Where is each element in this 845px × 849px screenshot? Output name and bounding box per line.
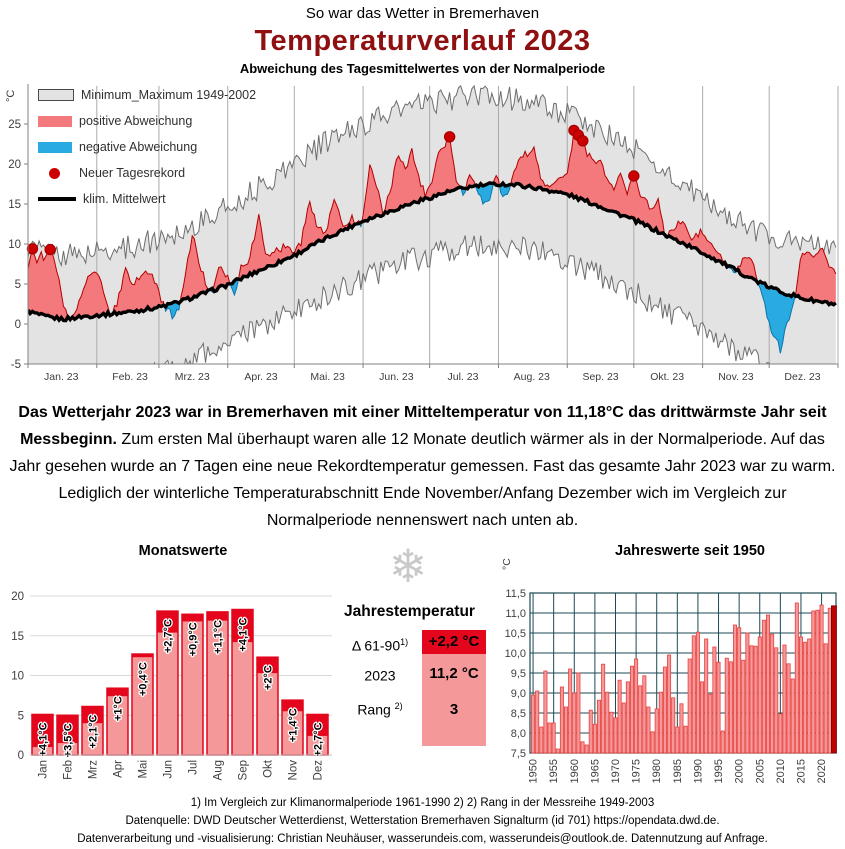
legend-item-minmax xyxy=(38,82,256,108)
year-bar xyxy=(684,727,687,754)
svg-text:20: 20 xyxy=(8,159,21,171)
bars xyxy=(32,610,328,755)
year-tick-label: 1995 xyxy=(713,759,726,784)
year-bar xyxy=(803,643,806,754)
daily-anomaly-chart-wrap xyxy=(0,76,845,394)
year-tick-label: 1950 xyxy=(527,759,540,784)
year-bar xyxy=(692,636,695,753)
svg-text:Jahreswerte seit 1950: Jahreswerte seit 1950 xyxy=(615,543,765,560)
year-bar xyxy=(548,723,551,753)
svg-text:10,5: 10,5 xyxy=(504,628,526,641)
month-tick-label: Feb xyxy=(62,760,75,781)
year-bar xyxy=(828,609,831,754)
annual-pink-cell xyxy=(422,654,486,746)
annual-table xyxy=(338,630,490,746)
svg-text:Jan. 23: Jan. 23 xyxy=(44,371,79,383)
month-tick-label: Mrz xyxy=(87,760,100,780)
year-bar xyxy=(622,703,625,753)
monthly-values-chart xyxy=(0,538,338,790)
month-tick-label: Apr xyxy=(112,760,125,779)
year-bar xyxy=(643,676,646,753)
year-bar xyxy=(651,732,654,753)
year-bar xyxy=(758,637,761,753)
year-bar xyxy=(647,707,650,753)
year-bar xyxy=(779,714,782,753)
deviation-label: +1,1°C xyxy=(212,620,225,655)
year-bar xyxy=(812,611,815,753)
year-bar xyxy=(635,659,638,753)
year-bar xyxy=(663,667,666,753)
deviation-label: +0,4°C xyxy=(137,662,150,697)
y-axis xyxy=(5,84,28,371)
year-bar xyxy=(630,667,633,754)
year-bar xyxy=(560,687,563,753)
year-bar xyxy=(700,682,703,753)
year-bar xyxy=(754,647,757,754)
legend-label: negative Abweichung xyxy=(79,140,198,154)
svg-text:5: 5 xyxy=(17,710,24,723)
year-bar xyxy=(824,644,827,753)
positive-deviation-swatch-icon xyxy=(38,116,72,127)
svg-text:15: 15 xyxy=(8,199,21,211)
annual-label-text: Rang xyxy=(357,702,391,719)
legend xyxy=(38,82,256,212)
svg-text:0: 0 xyxy=(14,319,21,331)
year-tick-label: 1955 xyxy=(548,759,561,784)
year-bar xyxy=(577,673,580,753)
negative-deviation-swatch-icon xyxy=(38,142,72,153)
legend-item-mean xyxy=(38,186,256,212)
year-bar xyxy=(738,628,741,753)
svg-text:-5: -5 xyxy=(10,359,21,371)
year-bar xyxy=(816,611,819,754)
year-bar xyxy=(688,659,691,753)
x-axis-labels xyxy=(528,759,829,783)
year-bar xyxy=(831,606,836,753)
deviation-label: +2°C xyxy=(262,665,275,691)
svg-text:10,0: 10,0 xyxy=(504,648,526,661)
footnote-sup: 1) xyxy=(400,637,409,648)
year-bar xyxy=(742,661,745,754)
yearly-values-chart xyxy=(490,538,842,790)
year-bar xyxy=(808,639,811,753)
svg-text:Nov. 23: Nov. 23 xyxy=(718,371,754,383)
legend-label: positive Abweichung xyxy=(79,114,193,128)
deviation-label: +0,9°C xyxy=(187,622,200,657)
footnote-line: 1) Im Vergleich zur Klimanormalperiode 1961-1990 2) 2) Rang in der Messreihe 1949-2003 xyxy=(190,797,655,810)
svg-text:Okt. 23: Okt. 23 xyxy=(650,371,685,383)
year-tick-label: 1970 xyxy=(609,759,622,784)
snowflake-icon: ❄ xyxy=(388,540,428,593)
year-tick-label: 2000 xyxy=(733,759,746,784)
svg-text:20: 20 xyxy=(11,591,24,604)
svg-text:9,5: 9,5 xyxy=(510,668,526,681)
year-tick-label: 1960 xyxy=(568,759,581,784)
year-bar xyxy=(783,645,786,753)
annual-2023-value: 11,2 °C xyxy=(429,665,479,683)
month-tick-label: Mai xyxy=(137,760,150,779)
year-tick-label: 1975 xyxy=(630,759,643,784)
credits-line: Datenverarbeitung und -visualisierung: Christian Neuhäuser, wasserundeis.com, wasserundeis@outlook.de. Datennutzung auf Anfrage. xyxy=(77,833,768,845)
year-bar xyxy=(705,639,708,753)
annual-rank-value: 3 xyxy=(449,701,459,719)
year-bar xyxy=(795,603,798,753)
svg-text:Aug. 23: Aug. 23 xyxy=(513,371,550,383)
year-bar xyxy=(552,723,555,753)
annual-label-2023 xyxy=(338,660,422,684)
annual-row-values xyxy=(422,630,486,746)
deviation-label: +4,1°C xyxy=(237,617,250,652)
year-bar xyxy=(556,749,559,753)
svg-text:°C: °C xyxy=(5,89,17,102)
year-bar xyxy=(676,727,679,753)
year-bar xyxy=(766,615,769,753)
year-bar xyxy=(713,647,716,753)
pretitle: So war das Wetter in Bremerhaven xyxy=(305,5,540,22)
year-bar xyxy=(659,693,662,754)
year-bar xyxy=(729,662,732,753)
year-tick-label: 2010 xyxy=(774,759,787,784)
month-tick-label: Dez xyxy=(312,760,325,781)
year-bar xyxy=(799,637,802,753)
svg-text:7,5: 7,5 xyxy=(510,748,526,761)
year-bar xyxy=(618,681,621,754)
svg-text:10: 10 xyxy=(8,239,21,251)
mean-line-swatch-icon xyxy=(38,197,76,201)
year-bar xyxy=(762,621,765,754)
month-bar-deviation xyxy=(182,615,203,622)
year-bar xyxy=(569,669,572,753)
svg-text:Dez. 23: Dez. 23 xyxy=(784,371,821,383)
annual-label-delta xyxy=(338,630,422,654)
year-bar xyxy=(709,695,712,754)
year-bar xyxy=(544,671,547,753)
year-bar xyxy=(672,698,675,753)
month-tick-label: Nov xyxy=(287,760,300,781)
year-bar xyxy=(717,663,720,754)
bar-labels xyxy=(38,618,325,781)
deviation-label: +2,7°C xyxy=(162,619,175,654)
year-bar xyxy=(610,713,613,754)
x-axis xyxy=(28,364,838,383)
svg-text:°C: °C xyxy=(501,558,513,571)
legend-item-positive xyxy=(38,108,256,134)
svg-text:9,0: 9,0 xyxy=(510,688,526,701)
annual-label-rang xyxy=(338,694,422,718)
legend-label: Neuer Tagesrekord xyxy=(79,166,186,180)
svg-text:Feb. 23: Feb. 23 xyxy=(112,371,148,383)
deviation-label: +1,4°C xyxy=(287,708,300,743)
year-bar xyxy=(606,693,609,754)
svg-text:11,0: 11,0 xyxy=(505,608,526,621)
summary-rest: Zum ersten Mal überhaupt waren alle 12 Monate deutlich wärmer als in der Normalperiode. Auf das Jahr gesehen wurde an 7 Tagen eine neue Rekordtemperatur gemessen. Fast das gesamte Jahr 2023 war zu warm. Lediglich der winterliche Temperaturabschnitt Ende November/Anfang Dezember wich im Vergleich zur Normalperiode nennenswert nach unten ab. xyxy=(9,430,836,529)
year-tick-label: 1980 xyxy=(651,759,664,784)
year-bar xyxy=(733,625,736,753)
month-tick-label: Jun xyxy=(162,760,175,779)
summary-bold: Das Wetterjahr 2023 war in Bremerhaven mit einer Mitteltemperatur von 11,18°C das drittwärmste Jahr seit Messbeginn. xyxy=(18,404,827,448)
annual-row-labels xyxy=(338,630,422,746)
year-bar xyxy=(667,655,670,753)
month-tick-label: Sep xyxy=(237,760,250,781)
month-bar-deviation xyxy=(207,612,228,621)
bottom-section xyxy=(0,538,845,790)
annual-heading: Jahrestemperatur xyxy=(344,603,475,621)
svg-text:8,0: 8,0 xyxy=(510,728,526,741)
svg-text:11,5: 11,5 xyxy=(505,588,526,601)
legend-label: klim. Mittelwert xyxy=(83,192,166,206)
datasource-line: Datenquelle: DWD Deutscher Wetterdienst, Wetterstation Bremerhaven Signalturm (id 701) https://opendata.dwd.de. xyxy=(125,815,720,828)
svg-text:10: 10 xyxy=(11,670,24,683)
annual-delta-value: +2,2 °C xyxy=(422,630,486,654)
annual-label-text: Δ 61-90 xyxy=(351,638,401,655)
month-tick-label: Jul xyxy=(187,760,200,776)
record-dot-swatch-icon xyxy=(49,168,60,179)
svg-text:Jul. 23: Jul. 23 xyxy=(447,371,479,383)
deviation-label: +2,1°C xyxy=(87,714,100,749)
year-bar xyxy=(614,718,617,753)
month-tick-label: Okt xyxy=(262,760,275,779)
summary-paragraph xyxy=(9,400,837,534)
year-bar xyxy=(639,686,642,753)
svg-text:Monatswerte: Monatswerte xyxy=(138,543,228,560)
annual-temperature-panel xyxy=(338,538,490,790)
legend-item-negative xyxy=(38,134,256,160)
svg-text:Sep. 23: Sep. 23 xyxy=(582,371,619,383)
year-bar xyxy=(725,659,728,754)
year-bar xyxy=(655,709,658,753)
month-bar-deviation xyxy=(107,689,128,697)
year-bar xyxy=(680,704,683,753)
year-bar xyxy=(746,633,749,753)
year-tick-label: 1965 xyxy=(589,759,602,784)
deviation-label: +1°C xyxy=(112,696,125,722)
year-tick-label: 2015 xyxy=(795,759,808,784)
year-bar xyxy=(750,646,753,753)
header xyxy=(0,0,845,76)
svg-text:Jun. 23: Jun. 23 xyxy=(379,371,414,383)
year-bar xyxy=(597,701,600,754)
year-bar xyxy=(602,665,605,754)
year-bar xyxy=(696,633,699,754)
legend-item-record xyxy=(38,160,256,186)
year-bar xyxy=(593,725,596,754)
year-bar xyxy=(540,727,543,753)
year-bar xyxy=(791,679,794,753)
annual-label-text: 2023 xyxy=(364,668,396,685)
year-tick-label: 1990 xyxy=(692,759,705,784)
legend-label: Minimum_Maximum 1949-2002 xyxy=(81,88,257,102)
year-bar xyxy=(585,745,588,753)
svg-text:8,5: 8,5 xyxy=(510,708,526,721)
year-bar xyxy=(531,695,534,753)
svg-text:Apr. 23: Apr. 23 xyxy=(244,371,278,383)
year-bar xyxy=(721,731,724,753)
deviation-label: +3,5°C xyxy=(62,723,75,758)
year-bar xyxy=(573,693,576,753)
year-bar xyxy=(787,664,790,753)
minmax-band-swatch-icon xyxy=(38,89,74,101)
year-bar xyxy=(589,711,592,754)
year-bar xyxy=(626,682,629,753)
month-tick-label: Jan xyxy=(37,760,50,779)
year-tick-label: 2005 xyxy=(754,759,767,784)
footer xyxy=(0,795,845,848)
year-tick-label: 1985 xyxy=(671,759,684,784)
year-bar xyxy=(771,635,774,754)
month-tick-label: Aug xyxy=(212,760,225,781)
svg-text:Mai. 23: Mai. 23 xyxy=(310,371,345,383)
year-bar xyxy=(820,605,823,753)
svg-text:25: 25 xyxy=(8,119,21,131)
page-title: Temperaturverlauf 2023 xyxy=(254,25,591,57)
svg-text:15: 15 xyxy=(11,631,24,644)
deviation-label: +4,1°C xyxy=(37,722,50,757)
footnote-sup: 2) xyxy=(394,701,403,712)
year-bar xyxy=(536,691,539,753)
bars xyxy=(531,603,836,753)
page-subtitle: Abweichung des Tagesmittelwertes von der Normalperiode xyxy=(239,61,606,76)
svg-text:5: 5 xyxy=(14,279,21,291)
year-tick-label: 2020 xyxy=(816,759,829,784)
year-bar xyxy=(581,742,584,753)
year-bar xyxy=(564,707,567,753)
svg-text:Mrz. 23: Mrz. 23 xyxy=(174,371,210,383)
year-bar xyxy=(775,648,778,753)
svg-text:0: 0 xyxy=(17,750,24,763)
deviation-label: +2,7°C xyxy=(312,722,325,757)
